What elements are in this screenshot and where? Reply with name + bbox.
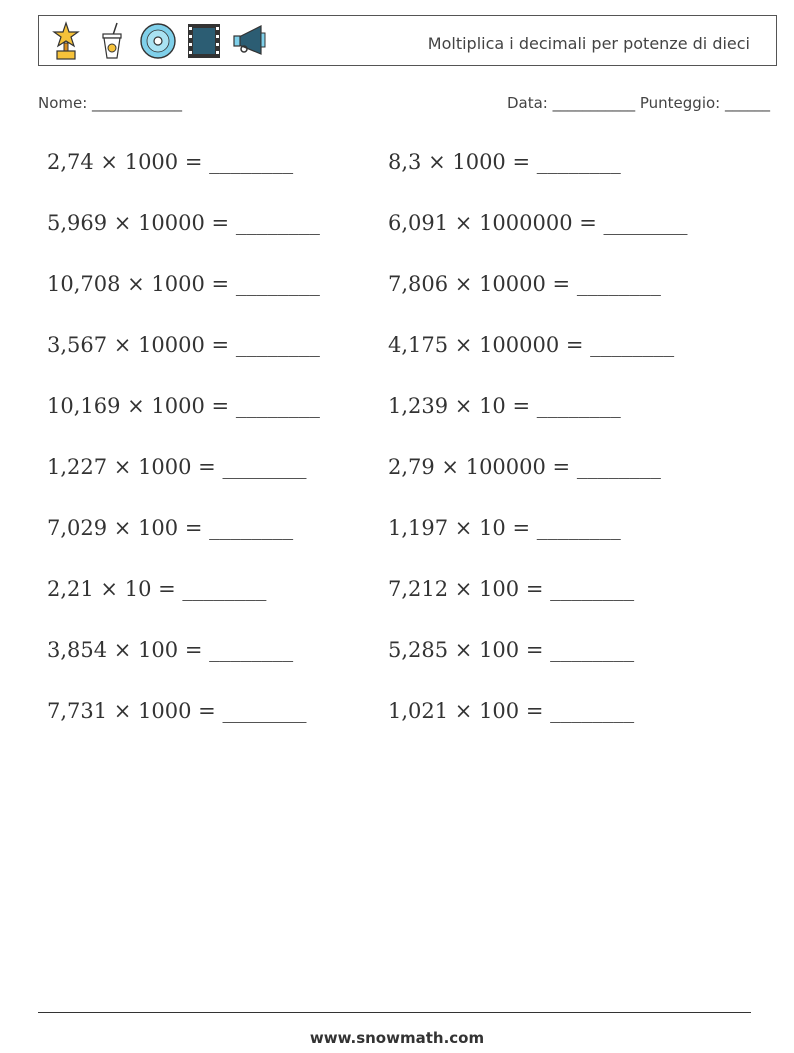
date-score-field-label: Data: ___________ Punteggio: ______: [506, 94, 770, 112]
problem-item: 4,175 × 100000 = ________: [388, 333, 675, 357]
problem-item: 8,3 × 1000 = ________: [388, 150, 621, 174]
problem-item: 5,285 × 100 = ________: [388, 638, 635, 662]
cd-disc-icon: [139, 21, 177, 61]
problem-item: 7,731 × 1000 = ________: [47, 699, 307, 723]
problem-item: 7,806 × 10000 = ________: [388, 272, 661, 296]
problem-item: 2,74 × 1000 = ________: [47, 150, 294, 174]
worksheet-title: Moltiplica i decimali per potenze di dieci: [427, 34, 750, 53]
problem-item: 1,227 × 1000 = ________: [47, 455, 307, 479]
icon-strip: [47, 21, 269, 61]
problem-item: 1,239 × 10 = ________: [388, 394, 621, 418]
footer-url: www.snowmath.com: [309, 1029, 485, 1047]
problem-item: 10,169 × 1000 = ________: [47, 394, 320, 418]
trophy-icon: [47, 21, 85, 61]
megaphone-icon: [231, 21, 269, 61]
problem-item: 5,969 × 10000 = ________: [47, 211, 320, 235]
problem-item: 1,197 × 10 = ________: [388, 516, 621, 540]
film-frame-icon: [185, 21, 223, 61]
problem-item: 3,567 × 10000 = ________: [47, 333, 320, 357]
problem-item: 6,091 × 1000000 = ________: [388, 211, 688, 235]
problem-item: 7,212 × 100 = ________: [388, 577, 635, 601]
header-box: [38, 15, 777, 66]
problem-item: 1,021 × 100 = ________: [388, 699, 635, 723]
problem-item: 2,79 × 100000 = ________: [388, 455, 661, 479]
name-field-label: Nome: ____________: [38, 94, 183, 112]
footer-divider: [38, 1012, 751, 1013]
problem-item: 7,029 × 100 = ________: [47, 516, 294, 540]
drink-cup-icon: [93, 21, 131, 61]
problem-item: 10,708 × 1000 = ________: [47, 272, 320, 296]
problem-item: 2,21 × 10 = ________: [47, 577, 267, 601]
problem-item: 3,854 × 100 = ________: [47, 638, 294, 662]
